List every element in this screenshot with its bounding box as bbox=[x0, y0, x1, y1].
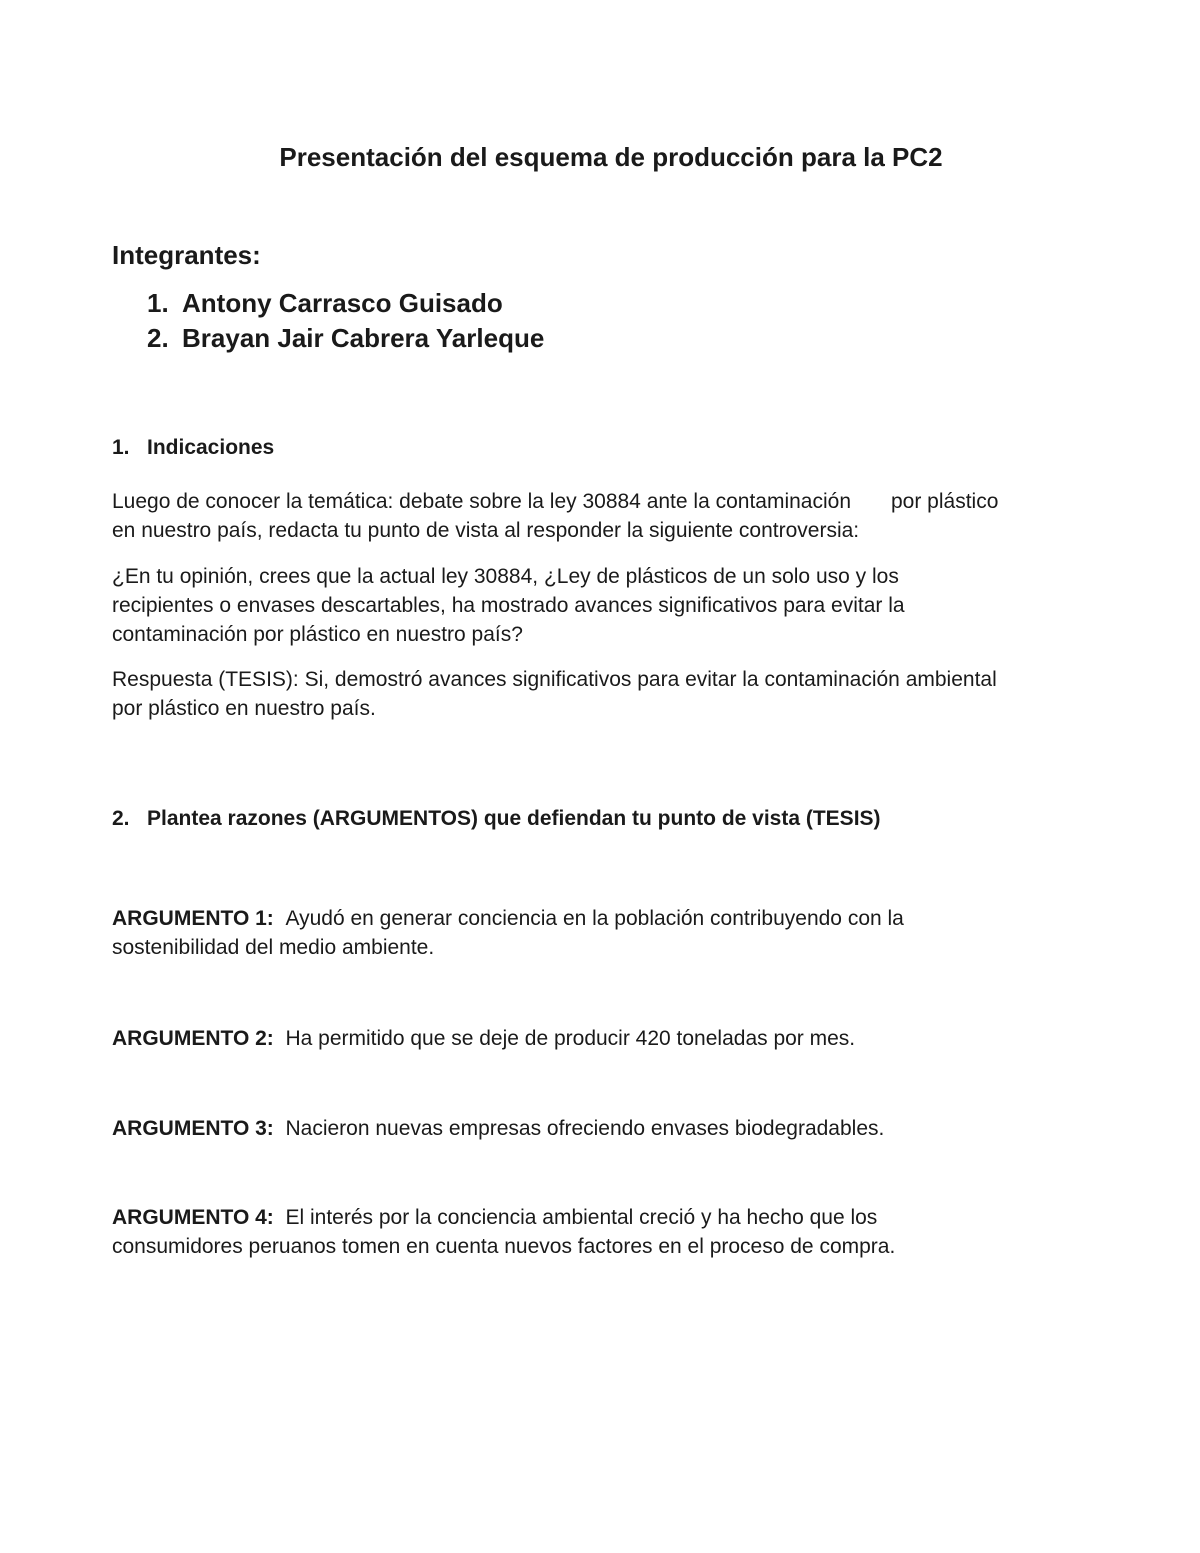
question-line: recipientes o envases descartables, ha mostrado avances significativos para evitar la bbox=[112, 594, 905, 617]
member-number: 2. bbox=[147, 323, 169, 353]
intro-text: Luego de conocer la temática: debate sobre la ley 30884 ante la contaminación bbox=[112, 490, 851, 513]
answer-line: Respuesta (TESIS): Si, demostró avances significativos para evitar la contaminación ambiental bbox=[112, 668, 997, 691]
section-title: Indicaciones bbox=[147, 436, 275, 459]
question-paragraph bbox=[112, 562, 1112, 649]
document-title: Presentación del esquema de producción para la PC2 bbox=[279, 142, 943, 172]
member-item bbox=[147, 321, 544, 355]
section-heading-argumentos bbox=[112, 805, 881, 833]
intro-paragraph bbox=[112, 487, 1112, 545]
intro-line bbox=[112, 487, 1112, 516]
intro-text: por plástico bbox=[891, 490, 999, 513]
argument-label: ARGUMENTO 4: bbox=[112, 1206, 274, 1229]
argument-line: consumidores peruanos tomen en cuenta nuevos factores en el proceso de compra. bbox=[112, 1235, 896, 1258]
argument-2 bbox=[112, 1024, 1112, 1053]
argument-text: Ayudó en generar conciencia en la población contribuyendo con la bbox=[285, 907, 904, 930]
answer-paragraph bbox=[112, 665, 1112, 723]
argument-line bbox=[112, 904, 1112, 933]
member-name: Antony Carrasco Guisado bbox=[182, 288, 503, 318]
question-line: ¿En tu opinión, crees que la actual ley 30884, ¿Ley de plásticos de un solo uso y los bbox=[112, 565, 899, 588]
argument-line bbox=[112, 1203, 1112, 1232]
argument-label: ARGUMENTO 2: bbox=[112, 1027, 274, 1050]
section-number: 2. bbox=[112, 807, 130, 830]
member-name: Brayan Jair Cabrera Yarleque bbox=[182, 323, 545, 353]
argument-line: sostenibilidad del medio ambiente. bbox=[112, 936, 435, 959]
section-heading-indicaciones bbox=[112, 434, 274, 462]
argument-3 bbox=[112, 1114, 1112, 1143]
argument-text: Nacieron nuevas empresas ofreciendo envases biodegradables. bbox=[285, 1117, 885, 1140]
argument-text: Ha permitido que se deje de producir 420 toneladas por mes. bbox=[285, 1027, 856, 1050]
argument-1 bbox=[112, 904, 1112, 962]
members-heading: Integrantes: bbox=[112, 240, 261, 270]
intro-line: en nuestro país, redacta tu punto de vista al responder la siguiente controversia: bbox=[112, 519, 860, 542]
answer-line: por plástico en nuestro país. bbox=[112, 697, 376, 720]
argument-text: El interés por la conciencia ambiental creció y ha hecho que los bbox=[285, 1206, 878, 1229]
section-title: Plantea razones (ARGUMENTOS) que defiendan tu punto de vista (TESIS) bbox=[147, 807, 881, 830]
member-item bbox=[147, 286, 503, 320]
argument-4 bbox=[112, 1203, 1112, 1261]
argument-line bbox=[112, 1024, 1112, 1053]
argument-line bbox=[112, 1114, 1112, 1143]
argument-label: ARGUMENTO 1: bbox=[112, 907, 274, 930]
section-number: 1. bbox=[112, 436, 130, 459]
argument-label: ARGUMENTO 3: bbox=[112, 1117, 274, 1140]
member-number: 1. bbox=[147, 288, 169, 318]
question-line: contaminación por plástico en nuestro país? bbox=[112, 623, 523, 646]
